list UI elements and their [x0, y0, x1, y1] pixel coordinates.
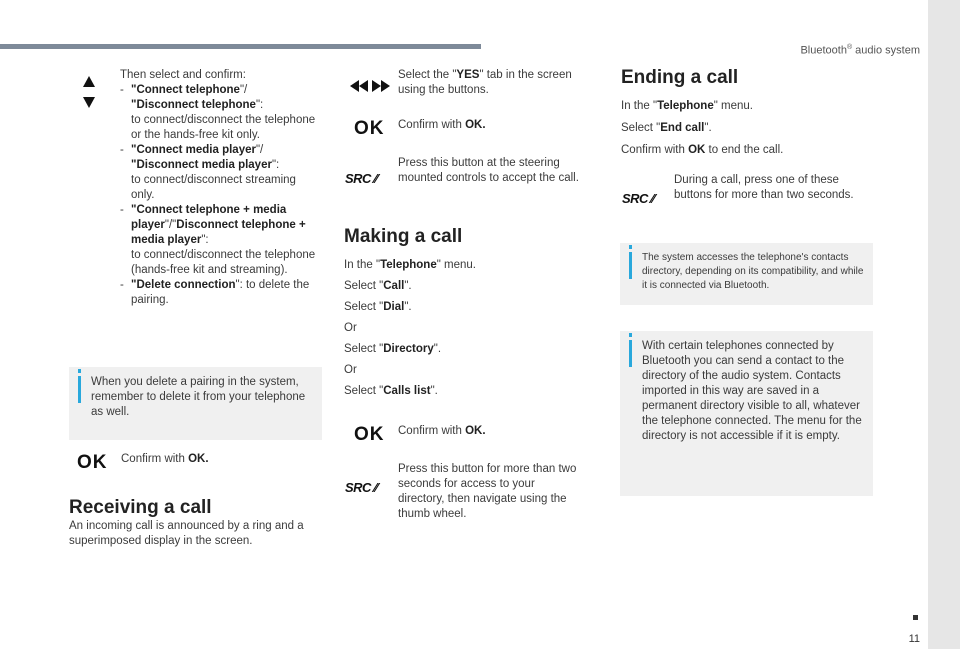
- making-steps: In the "Telephone" menu. Select "Call". Select "Dial". Or Select "Directory". Or Select "Calls list".: [344, 259, 476, 397]
- side-strip: [928, 0, 960, 649]
- info-note: [620, 243, 873, 305]
- note-text: With certain telephones connected by Bluetooth you can send a contact to the directory of the audio system. Contacts imported in this way are saved in a permanent directory visible to all, whatever the telephone connected. The menu for the directory is not accessible if it is empty.: [642, 340, 862, 442]
- ending-steps: In the "Telephone" menu. Select "End call". Confirm with OK to end the call.: [621, 100, 784, 156]
- list-item: - "Connect telephone"/ "Disconnect telephone": to connect/disconnect the telephone or the hands-free kit only.: [120, 84, 316, 141]
- info-note: [69, 367, 322, 440]
- press-text: Press this button for more than two seconds for access to your directory, then navigate using the thumb wheel.: [398, 463, 577, 520]
- intro-text: Then select and confirm:: [120, 69, 246, 81]
- confirm-text: Confirm with OK.: [121, 453, 209, 465]
- receiving-heading: Receiving a call: [69, 497, 212, 518]
- left-arrows-icon: [350, 80, 368, 92]
- info-note: [620, 331, 873, 496]
- making-heading: Making a call: [344, 226, 463, 247]
- steering-text: Press this button at the steering mounted controls to accept the call.: [398, 157, 579, 184]
- src-button-icon: SRC ⁄⁄: [345, 480, 378, 495]
- confirm-text: Confirm with OK.: [398, 119, 486, 131]
- src-button-icon: SRC ⁄⁄: [345, 171, 378, 186]
- info-icon: [629, 340, 632, 367]
- receiving-text: An incoming call is announced by a ring and a superimposed display in the screen.: [69, 520, 304, 547]
- during-text: During a call, press one of these buttons for more than two seconds.: [674, 174, 854, 201]
- right-arrows-icon: [372, 80, 390, 92]
- info-icon: [78, 376, 81, 403]
- note-text: The system accesses the telephone's contacts directory, depending on its compatibility, and while it is connected via Bluetooth.: [642, 252, 864, 291]
- ok-button-icon: OK: [354, 118, 385, 139]
- confirm-text: Confirm with OK.: [398, 425, 486, 437]
- list-item: - "Connect media player"/ "Disconnect media player": to connect/disconnect streaming only.: [120, 144, 296, 201]
- ok-button-icon: OK: [354, 424, 385, 445]
- src-button-icon: SRC ⁄⁄: [622, 191, 655, 206]
- ok-button-icon: OK: [77, 452, 108, 473]
- arrow-up-icon: [83, 76, 95, 87]
- ending-heading: Ending a call: [621, 67, 739, 88]
- select-confirm-list: [120, 68, 320, 308]
- info-icon: [629, 252, 632, 279]
- continue-marker: [913, 615, 918, 620]
- list-item: - "Connect telephone + media player"/"Disconnect telephone + media player": to connect/disconnect the telephone (hands-free kit and streaming).: [120, 204, 316, 276]
- page-header: Bluetooth® audio system: [800, 44, 920, 57]
- select-yes-text: Select the "YES" tab in the screen using the buttons.: [398, 69, 572, 96]
- note-text: When you delete a pairing in the system, remember to delete it from your telephone as well.: [91, 376, 306, 418]
- page-number: 11: [908, 633, 920, 645]
- arrow-down-icon: [83, 97, 95, 108]
- list-item: - "Delete connection": to delete the pairing.: [120, 279, 310, 306]
- top-rule: [0, 44, 481, 49]
